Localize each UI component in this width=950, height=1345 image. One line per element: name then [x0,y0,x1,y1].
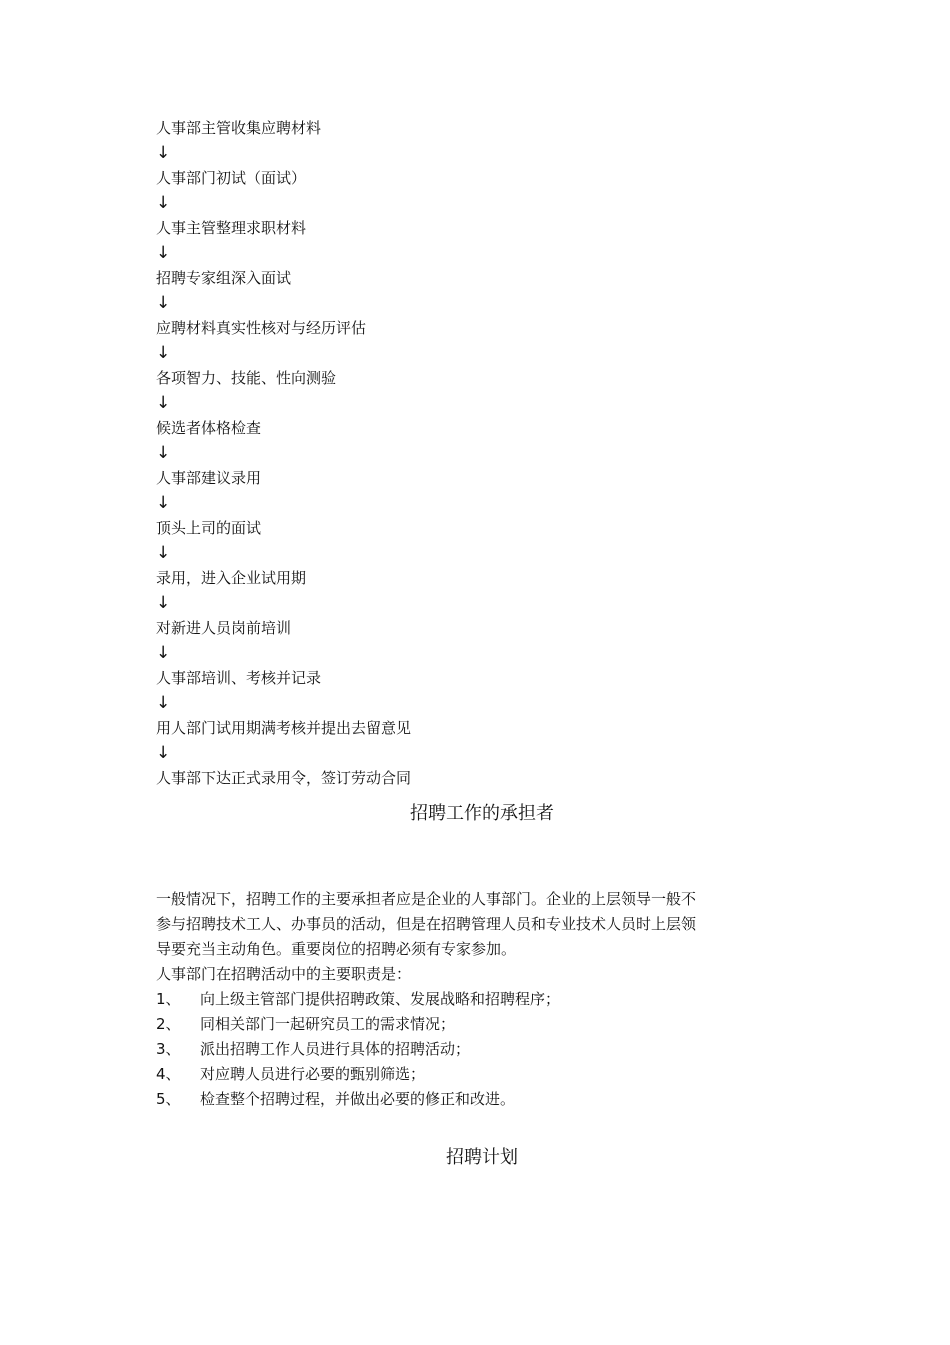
flow-step: 对新进人员岗前培训 [156,619,292,637]
down-arrow-icon: ↓ [156,193,171,213]
duty-item [156,1062,736,1087]
duty-item [156,1087,736,1112]
paragraph-line: 参与招聘技术工人、办事员的活动，但是在招聘管理人员和专业技术人员时上层领 [156,915,697,933]
flow-step: 用人部门试用期满考核并提出去留意见 [156,719,412,737]
down-arrow-icon: ↓ [156,393,171,413]
duty-item [156,1037,736,1062]
duty-item [156,987,736,1012]
flow-step: 应聘材料真实性核对与经历评估 [156,319,367,337]
duty-text: 检查整个招聘过程，并做出必要的修正和改进。 [200,1090,516,1108]
down-arrow-icon: ↓ [156,493,171,513]
duty-text: 同相关部门一起研究员工的需求情况； [200,1015,456,1033]
duty-text: 派出招聘工作人员进行具体的招聘活动； [200,1040,471,1058]
duty-number: 5、 [156,1090,181,1108]
flow-step: 人事主管整理求职材料 [156,219,307,237]
flow-step: 人事部主管收集应聘材料 [156,119,322,137]
flow-step: 顶头上司的面试 [156,519,262,537]
down-arrow-icon: ↓ [156,643,171,663]
duty-text: 向上级主管部门提供招聘政策、发展战略和招聘程序； [200,990,561,1008]
duty-number: 4、 [156,1065,181,1083]
duty-number: 1、 [156,990,181,1008]
down-arrow-icon: ↓ [156,143,171,163]
section-title-recruitment-plan: 招聘计划 [446,1147,518,1168]
flow-step: 录用，进入企业试用期 [156,569,307,587]
flow-step: 招聘专家组深入面试 [156,269,292,287]
down-arrow-icon: ↓ [156,243,171,263]
flow-step: 人事部下达正式录用令，签订劳动合同 [156,769,412,787]
flow-step: 人事部培训、考核并记录 [156,669,322,687]
flow-step: 人事部建议录用 [156,469,262,487]
flow-step: 候选者体格检查 [156,419,262,437]
down-arrow-icon: ↓ [156,593,171,613]
duties-intro: 人事部门在招聘活动中的主要职责是： [156,965,412,983]
paragraph-line: 导要充当主动角色。重要岗位的招聘必须有专家参加。 [156,940,517,958]
duty-number: 2、 [156,1015,181,1033]
duty-text: 对应聘人员进行必要的甄别筛选； [200,1065,426,1083]
recruitment-flow [156,116,756,791]
duty-item [156,1012,736,1037]
down-arrow-icon: ↓ [156,693,171,713]
duty-number: 3、 [156,1040,181,1058]
flow-step: 人事部门初试（面试） [156,169,307,187]
down-arrow-icon: ↓ [156,293,171,313]
down-arrow-icon: ↓ [156,343,171,363]
down-arrow-icon: ↓ [156,543,171,563]
paragraph-line: 一般情况下，招聘工作的主要承担者应是企业的人事部门。企业的上层领导一般不 [156,890,697,908]
recruiters-section [156,887,736,1112]
down-arrow-icon: ↓ [156,443,171,463]
flow-step: 各项智力、技能、性向测验 [156,369,337,387]
down-arrow-icon: ↓ [156,743,171,763]
section-title-recruiters: 招聘工作的承担者 [410,803,554,824]
